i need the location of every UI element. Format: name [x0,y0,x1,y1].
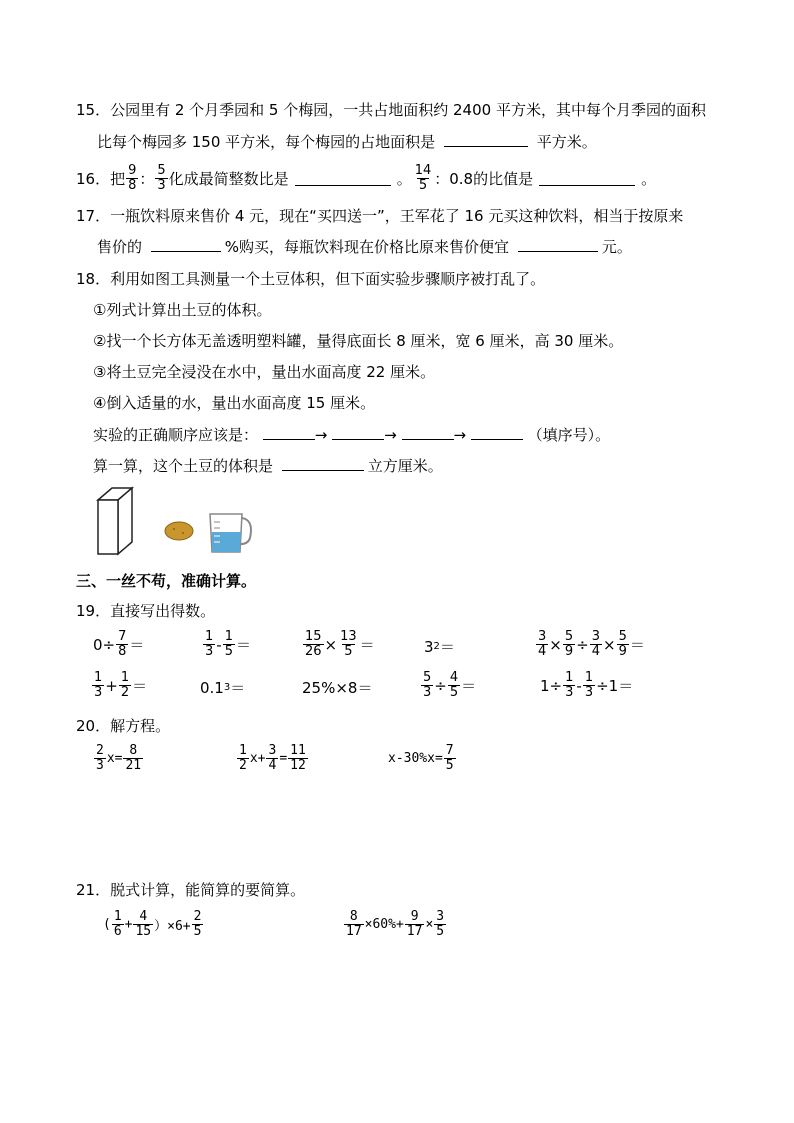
q15-answer-blank[interactable] [444,132,528,147]
arrow: → [384,426,397,444]
period: 。 [641,169,657,188]
fraction: $\frac{14}{5}$ [414,163,432,193]
q19-r1-e2: $\frac{1}{3}$ - $\frac{1}{5}$ ＝ [205,629,251,659]
q17-text: 售价的 [97,238,143,256]
q20-equation-1: $\frac{2}{3}$ x= $\frac{8}{21}$ [96,743,142,773]
q18-unit: 立方厘米。 [367,457,443,475]
q18-step-3: ③将土豆完全浸没在水中，量出水面高度 22 厘米。 [93,363,436,381]
q18-order-label: 实验的正确顺序应该是： [93,426,259,444]
fraction: $\frac{1}{3}$ [584,670,594,700]
fraction: $\frac{8}{21}$ [125,743,142,773]
fraction: $\frac{3}{4}$ [538,629,547,659]
fraction: $\frac{11}{12}$ [290,743,306,773]
q16-answer-blank-1[interactable] [295,171,391,186]
q20-equation-2: $\frac{1}{2}$ x+ $\frac{3}{4}$ = $\frac{11}{12}$ [239,743,306,773]
q19-r1-e5: $\frac{3}{4}$ × $\frac{5}{9}$ ÷ $\frac{3}{4}$ × $\frac{5}{9}$ ＝ [538,629,645,659]
fraction: $\frac{4}{15}$ [135,909,152,939]
q15-text: 比每个梅园多 150 平方米，每个梅园的占地面积是 [97,133,436,151]
fraction: $\frac{7}{8}$ [118,629,127,659]
q18-title: 18．利用如图工具测量一个土豆体积，但下面实验步骤顺序被打乱了。 [76,270,546,288]
fraction: $\frac{1}{2}$ [120,670,130,700]
q18-step-2: ②找一个长方体无盖透明塑料罐，量得底面长 8 厘米，宽 6 厘米，高 30 厘米。 [93,332,624,350]
fraction: $\frac{3}{4}$ [268,743,277,773]
order-blank-4[interactable] [471,425,523,440]
q15-line1: 15．公园里有 2 个月季园和 5 个梅园，一共占地面积约 2400 平方米，其中每个月季园的面积 [76,101,706,119]
fraction: $\frac{1}{3}$ [565,670,574,700]
q15-unit: 平方米。 [536,133,597,151]
q19-r2-e5: 1÷ $\frac{1}{3}$ - $\frac{1}{3}$ ÷1＝ [540,670,634,700]
fraction: $\frac{9}{8}$ [128,163,137,193]
q18-calc-label: 算一算，这个土豆的体积是 [93,457,274,475]
q17-answer-blank-1[interactable] [151,237,221,252]
q17-answer-blank-2[interactable] [518,237,598,252]
fraction: $\frac{2}{5}$ [193,909,202,939]
q18-step-4: ④倒入适量的水，量出水面高度 15 厘米。 [93,394,376,412]
fraction: $\frac{4}{5}$ [449,670,459,700]
q18-calc-line [93,456,443,476]
fraction: $\frac{3}{4}$ [591,629,600,659]
fraction: $\frac{8}{17}$ [346,909,362,939]
fraction: $\frac{5}{9}$ [618,629,627,659]
fraction: $\frac{5}{3}$ [157,163,166,193]
cuboid-container-icon [98,488,132,554]
q19-title: 19．直接写出得数。 [76,602,216,620]
q16-text-2: ：0.8的比值是 [434,169,534,188]
fraction: $\frac{15}{26}$ [305,629,322,659]
q18-order-hint: （填序号）。 [527,426,611,444]
fraction: $\frac{7}{5}$ [445,743,454,773]
q21-title: 21．脱式计算，能简算的要简算。 [76,881,306,899]
order-blank-2[interactable] [332,425,384,440]
section-title: 三、一丝不苟，准确计算。 [76,572,257,590]
colon: ： [139,169,155,188]
q16-text: 化成最简整数比是 [168,169,289,188]
order-blank-1[interactable] [263,425,315,440]
q17-text-2: %购买，每瓶饮料现在价格比原来售价便宜 [224,238,510,256]
q17-unit: 元。 [601,238,632,256]
q17-line1: 17．一瓶饮料原来售价 4 元，现在“买四送一”，王军花了 16 元买这种饮料，相当于按原来 [76,207,684,225]
q15-line2 [97,132,597,152]
q16-answer-blank-2[interactable] [539,171,635,186]
q16-line [76,164,656,193]
order-blank-3[interactable] [402,425,454,440]
q19-r2-e3: 25%×8＝ [302,679,373,697]
measuring-cup-icon [210,514,251,552]
q19-r2-e4: $\frac{5}{3}$ ÷ $\frac{4}{5}$ ＝ [423,670,477,700]
fraction: $\frac{9}{17}$ [406,909,423,939]
q20-equation-3: x-30%x= $\frac{7}{5}$ [388,743,454,773]
q21-expression-1: ( $\frac{1}{6}$ + $\frac{4}{15}$ ）×6+ $\frac{2}{5}$ [103,909,202,939]
q18-step-1: ①列式计算出土豆的体积。 [93,301,272,319]
fraction: $\frac{1}{3}$ [205,629,214,659]
q18-volume-blank[interactable] [282,456,364,471]
fraction: $\frac{3}{5}$ [436,909,445,939]
fraction: $\frac{13}{5}$ [340,629,357,659]
fraction: $\frac{1}{2}$ [239,743,247,773]
fraction: $\frac{1}{6}$ [113,909,122,939]
q16-prefix: 16．把 [76,169,126,188]
q18-illustration [90,486,260,558]
q19-r1-e3: $\frac{15}{26}$ × $\frac{13}{5}$ ＝ [305,629,375,659]
q18-order-line [93,425,610,445]
arrow: → [453,426,467,444]
arrow: → [314,426,328,444]
fraction: $\frac{1}{5}$ [224,629,233,659]
q21-expression-2: $\frac{8}{17}$ ×60%+ $\frac{9}{17}$ × $\frac{3}{5}$ [346,909,445,939]
q19-r2-e1: $\frac{1}{3}$ + $\frac{1}{2}$ ＝ [94,670,148,700]
q17-line2 [97,237,632,257]
fraction: $\frac{1}{3}$ [94,670,103,700]
period: 。 [396,169,412,188]
fraction: $\frac{5}{9}$ [564,629,574,659]
fraction: $\frac{2}{3}$ [96,743,104,773]
q20-title: 20．解方程。 [76,717,171,735]
q19-r2-e2: 0.1 3 ＝ [200,678,246,697]
potato-icon [165,522,193,540]
fraction: $\frac{5}{3}$ [423,670,432,700]
q19-r1-e1: 0÷ $\frac{7}{8}$ ＝ [93,629,145,659]
q19-r1-e4: 3 2 ＝ [424,637,455,656]
